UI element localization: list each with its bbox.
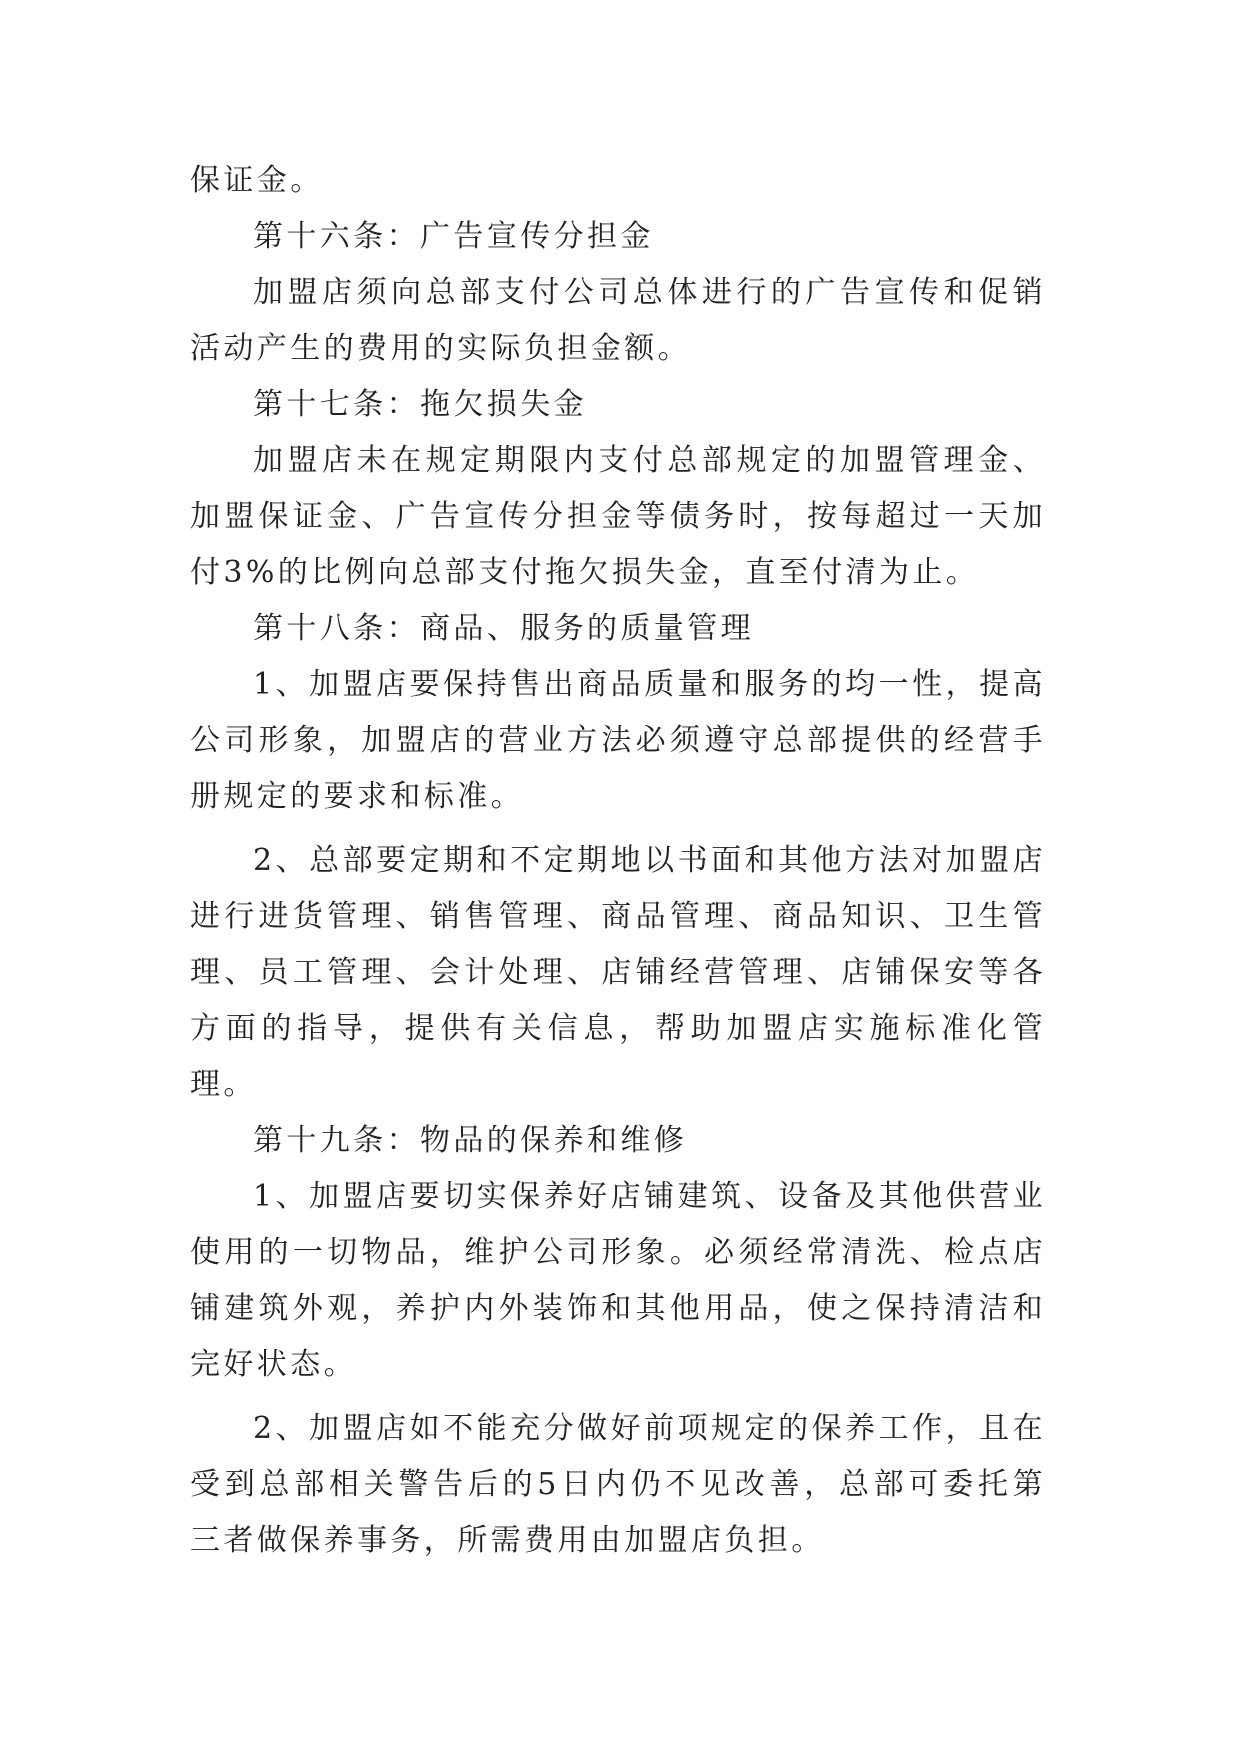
article-19-clause-1: 1、加盟店要切实保养好店铺建筑、设备及其他供营业使用的一切物品，维护公司形象。必须经常清洗、检点店铺建筑外观，养护内外装饰和其他用品，使之保持清洁和完好状态。 [190,1179,1046,1382]
article-19-clause-2: 2、加盟店如不能充分做好前项规定的保养工作，且在受到总部相关警告后的5日内仍不见改善，总部可委托第三者做保养事务，所需费用由加盟店负担。 [190,1411,1046,1558]
article-17-heading: 第十七条：拖欠损失金 [253,387,587,422]
document-body [190,153,1046,1569]
article-16-heading: 第十六条：广告宣传分担金 [253,219,654,254]
paragraph-continuation: 保证金。 [190,163,324,198]
article-16-body: 加盟店须向总部支付公司总体进行的广告宣传和促销活动产生的费用的实际负担金额。 [190,275,1046,366]
article-19-heading: 第十九条：物品的保养和维修 [253,1123,688,1158]
article-17-body: 加盟店未在规定期限内支付总部规定的加盟管理金、加盟保证金、广告宣传分担金等债务时，按每超过一天加付3%的比例向总部支付拖欠损失金，直至付清为止。 [190,443,1046,590]
article-18-clause-2: 2、总部要定期和不定期地以书面和其他方法对加盟店进行进货管理、销售管理、商品管理、商品知识、卫生管理、员工管理、会计处理、店铺经营管理、店铺保安等各方面的指导，提供有关信息，帮助加盟店实施标准化管理。 [190,843,1046,1102]
article-18-heading: 第十八条：商品、服务的质量管理 [253,611,754,646]
article-18-clause-1: 1、加盟店要保持售出商品质量和服务的均一性，提高公司形象，加盟店的营业方法必须遵守总部提供的经营手册规定的要求和标准。 [190,667,1046,814]
